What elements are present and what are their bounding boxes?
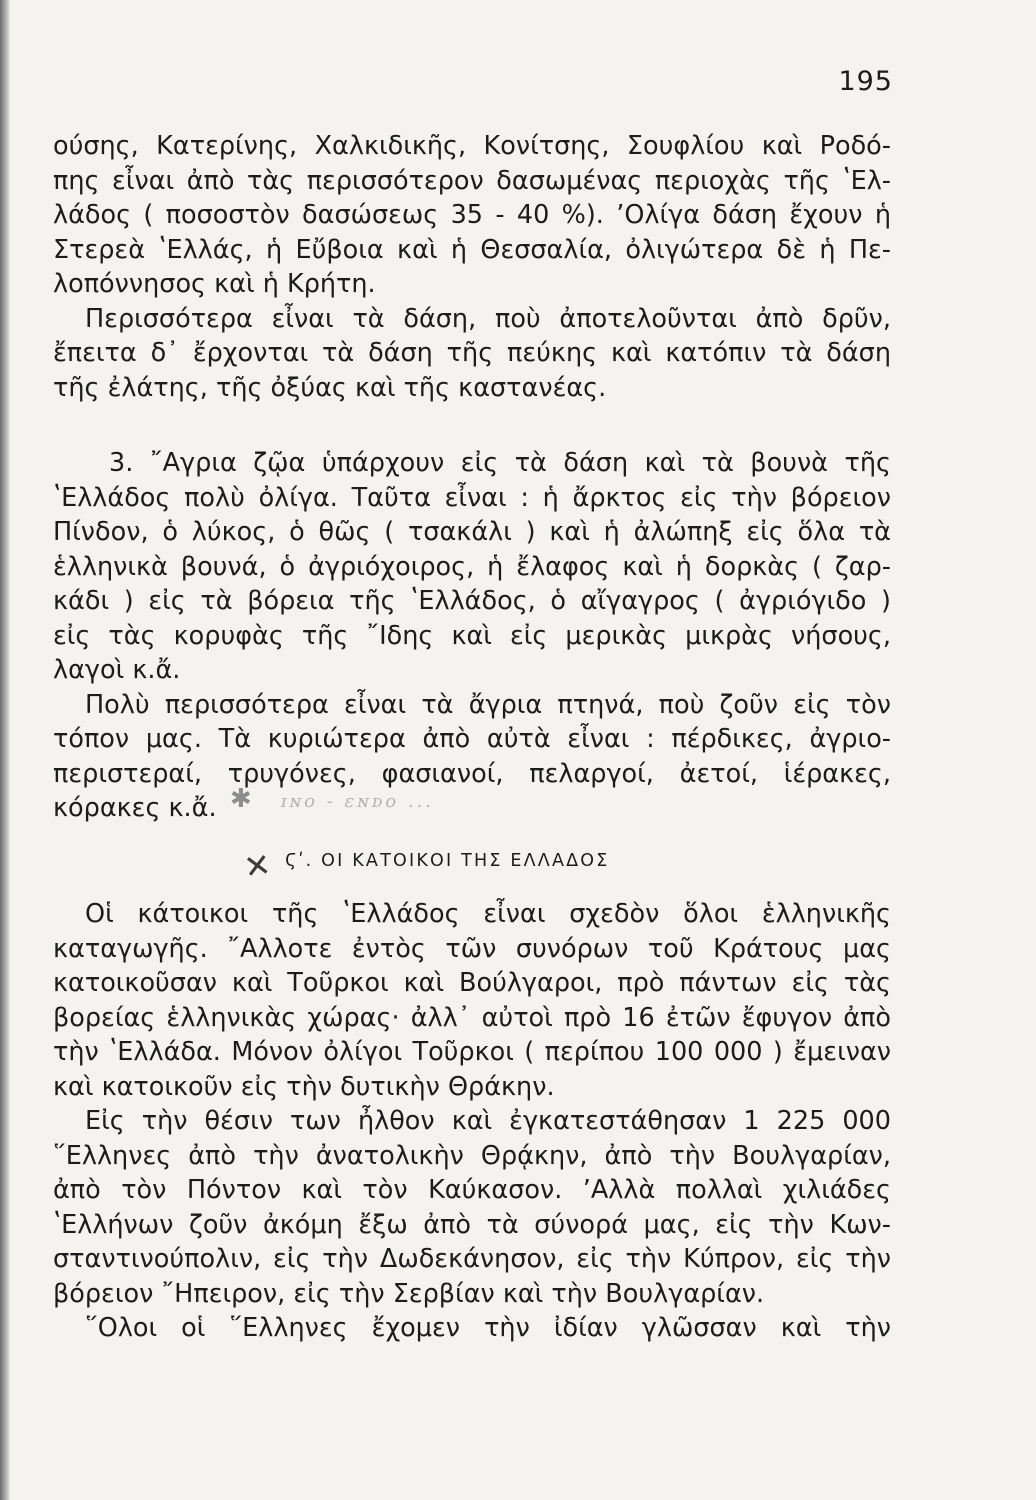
text-line: ῞Ελληνες ἀπὸ τὴν ἀνατολικὴν Θρᾴκην, ἀπὸ τὴν Βουλγαρίαν, [53, 1140, 891, 1171]
text-line: περιστεραί, τρυγόνες, φασιανοί, πελαργοί, ἀετοί, ἱέρακες, [53, 758, 891, 789]
text-line: βορείας ἑλληνικὰς χώρας· ἀλλ᾿ αὐτοὶ πρὸ 16 ἐτῶν ἔφυγον ἀπὸ [53, 1002, 891, 1033]
text-line: ʽΕλλάδος πολὺ ὀλίγα. Ταῦτα εἶναι : ἡ ἄρκτος εἰς τὴν βόρειον [53, 482, 891, 513]
section-heading-row [241, 843, 704, 887]
text-line: Στερεὰ ʽΕλλάς, ἡ Εὔβοια καὶ ἡ Θεσσαλία, ὀλιγώτερα δὲ ἡ Πε- [53, 234, 891, 265]
text-line: κόρακες κ.ἄ. [53, 793, 217, 823]
text-line: ῞Ολοι οἱ ῞Ελληνες ἔχομεν τὴν ἰδίαν γλῶσσαν καὶ τὴν [85, 1313, 891, 1343]
text-line: λαγοὶ κ.ἄ. [53, 655, 181, 685]
section-heading: Ϛʹ. ΟΙ ΚΑΤΟΙΚΟΙ ΤΗΣ ΕΛΛΑΔΟΣ [285, 851, 610, 871]
text-line: λοπόννησος καὶ ἡ Κρήτη. [53, 269, 376, 299]
text-line: κατοικοῦσαν καὶ Τοῦρκοι καὶ Βούλγαροι, πρὸ πάντων εἰς τὰς [53, 968, 891, 998]
text-block-wild-animals [53, 446, 891, 826]
text-line: ούσης, Κατερίνης, Χαλκιδικῆς, Κονίτσης, Σουφλίου καὶ Ροδό- [53, 131, 891, 161]
text-line: σταντινούπολιν, εἰς τὴν Δωδεκάνησον, εἰς τὴν Κύπρον, εἰς τὴν [53, 1244, 891, 1274]
text-block-forests [53, 129, 891, 405]
handwritten-note [230, 784, 434, 814]
text-line: τόπον μας. Τὰ κυριώτερα ἀπὸ αὐτὰ εἶναι : πέρδικες, ἀγριο- [53, 724, 891, 754]
text-line: τῆς ἐλάτης, τῆς ὀξύας καὶ τῆς καστανέας. [53, 372, 607, 403]
text-line: Πίνδον, ὁ λύκος, ὁ θῶς ( τσακάλι ) καὶ ἡ ἀλώπηξ εἰς ὅλα τὰ [53, 517, 891, 547]
text-line: 3. ῎Αγρια ζῷα ὑπάρχουν εἰς τὰ δάση καὶ τὰ βουνὰ τῆς [109, 448, 891, 478]
text-line: Οἱ κάτοικοι τῆς ʽΕλλάδος εἶναι σχεδὸν ὅλοι ἑλληνικῆς [85, 899, 891, 929]
page-number: 195 [838, 66, 893, 97]
text-block-inhabitants [53, 897, 891, 1346]
text-line: λάδος ( ποσοστὸν δασώσεως 35 - 40 %). ʼΟλίγα δάση ἔχουν ἡ [53, 200, 891, 230]
text-line: τὴν ʽΕλλάδα. Μόνον ὀλίγοι Τοῦρκοι ( περίπου 100 000 ) ἔμειναν [53, 1037, 891, 1067]
text-line: κάδι ) εἰς τὰ βόρεια τῆς ʽΕλλάδος, ὁ αἴγαγρος ( ἀγριόγιδο ) [53, 586, 891, 616]
text-line: καταγωγῆς. ῎Αλλοτε ἐντὸς τῶν συνόρων τοῦ Κράτους μας [53, 933, 891, 964]
text-line: Περισσότερα εἶναι τὰ δάση, ποὺ ἀποτελοῦνται ἀπὸ δρῦν, [85, 303, 891, 334]
text-line: ἑλληνικὰ βουνά, ὁ ἀγριόχοιρος, ἡ ἔλαφος καὶ ἡ δορκὰς ( ζαρ- [53, 551, 891, 582]
text-line: βόρειον ῎Ηπειρον, εἰς τὴν Σερβίαν καὶ τὴν Βουλγαρίαν. [53, 1278, 765, 1309]
text-line: ἔπειτα δ᾿ ἔρχονται τὰ δάση τῆς πεύκης καὶ κατόπιν τὰ δάση [53, 338, 891, 368]
text-line: ἀπὸ τὸν Πόντον καὶ τὸν Καύκασον. ʼΑλλὰ πολλαὶ χιλιάδες [53, 1175, 891, 1205]
text-line: ʽΕλλήνων ζοῦν ἀκόμη ἔξω ἀπὸ τὰ σύνορά μας, εἰς τὴν Κων- [53, 1209, 891, 1240]
text-line: Εἰς τὴν θέσιν των ἦλθον καὶ ἐγκατεστάθησαν 1 225 000 [85, 1106, 891, 1136]
page-binding-edge [0, 0, 10, 1500]
handwritten-scrawl: ɪɴο - ɛɴᴅο ... [280, 791, 435, 812]
text-line: εἰς τὰς κορυφὰς τῆς ῎Ιδης καὶ εἰς μερικὰς μικρὰς νήσους, [53, 620, 891, 651]
text-line: Πολὺ περισσότερα εἶναι τὰ ἄγρια πτηνά, ποὺ ζοῦν εἰς τὸν [85, 689, 891, 720]
handwritten-cross-icon: ✕ [241, 845, 274, 887]
text-line: πης εἶναι ἀπὸ τὰς περισσότερον δασωμένας περιοχὰς τῆς ʽΕλ- [53, 165, 891, 196]
asterisk-mark-icon: ✱ [230, 784, 254, 814]
text-line: καὶ κατοικοῦν εἰς τὴν δυτικὴν Θράκην. [53, 1071, 555, 1102]
